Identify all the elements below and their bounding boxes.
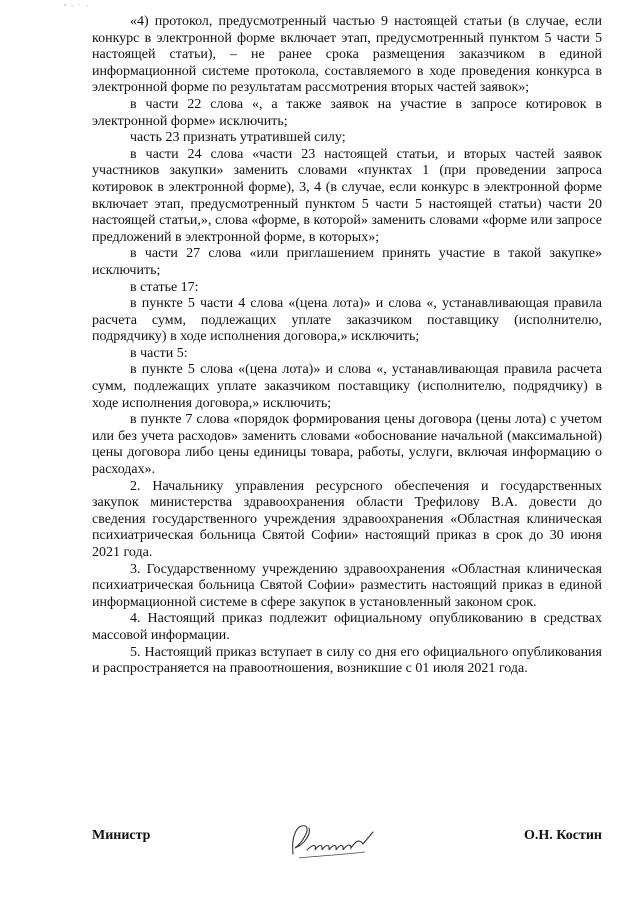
scan-specks xyxy=(62,2,92,10)
document-body xyxy=(92,14,602,678)
paragraph-8: в части 5: xyxy=(130,345,188,361)
paragraph-9: в пункте 5 слова «(цена лота)» и слова «, устанавливающая правила расчета сумм, подлежащих уплате заказчиком поставщику (исполнителю, подрядчику) в ходе исполнения договора,» исключить; xyxy=(92,362,602,411)
paragraph-4: в части 24 слова «части 23 настоящей статьи, и вторых частей заявок участников закупки» заменить словами «пунктах 1 (при проведении запроса котировок в электронной форме), 3, 4 (в случае, если конкурс в электронной форме включает этап, предусмотренный пунктом 5 части 5 настоящей статьи) части 20 настоящей статьи,», слова «форме, в которой» заменить словами «форме или запросе предложений в электронной форме, в которых»; xyxy=(92,146,602,245)
paragraph-6: в статье 17: xyxy=(130,279,199,295)
signature-block xyxy=(92,820,602,860)
paragraph-13: 4. Настоящий приказ подлежит официальному опубликованию в средствах массовой информации. xyxy=(92,611,602,643)
paragraph-5: в части 27 слова «или приглашением принять участие в такой закупке» исключить; xyxy=(92,246,602,278)
signatory-role: Министр xyxy=(92,828,151,843)
paragraph-3: часть 23 признать утратившей силу; xyxy=(130,130,346,146)
paragraph-7: в пункте 5 части 4 слова «(цена лота)» и слова «, устанавливающая правила расчета сумм, подлежащих уплате заказчиком поставщику (исполнителю, подрядчику) в ходе исполнения договора,» исключить; xyxy=(92,296,602,345)
paragraph-11: 2. Начальнику управления ресурсного обеспечения и государственных закупок министерства здравоохранения области Трефилову В.А. довести до сведения государственного учреждения здравоохранения «Областная клиническая психиатрическая больница Святой Софии» настоящий приказ в срок до 30 июня 2021 года. xyxy=(92,478,602,560)
paragraph-12: 3. Государственному учреждению здравоохранения «Областная клиническая психиатрическая больница Святой Софии» разместить настоящий приказ в единой информационной системе в сфере закупок в установленный законом срок. xyxy=(92,561,602,610)
paragraph-1: «4) протокол, предусмотренный частью 9 настоящей статьи (в случае, если конкурс в электронной форме включает этап, предусмотренный пунктом 5 части 5 настоящей статьи), – не ранее срока размещения заказчиком в единой информационной системе протокола, составляемого в ходе проведения конкурса в электронной форме по результатам рассмотрения вторых частей заявок»; xyxy=(92,14,602,96)
paragraph-2: в части 22 слова «, а также заявок на участие в запросе котировок в электронной форме» исключить; xyxy=(92,96,602,129)
signatory-name: О.Н. Костин xyxy=(524,828,602,843)
paragraph-14: 5. Настоящий приказ вступает в силу со дня его официального опубликования и распространяется на правоотношения, возникшие с 01 июля 2021 года. xyxy=(92,644,602,677)
paragraph-10: в пункте 7 слова «порядок формирования цены договора (цены лота) с учетом или без учета расходов» заменить словами «обоснование начальной (максимальной) цены договора либо цены единицы товара, работы, услуги, включая информацию о расходах». xyxy=(92,412,602,478)
handwritten-signature xyxy=(285,814,380,864)
